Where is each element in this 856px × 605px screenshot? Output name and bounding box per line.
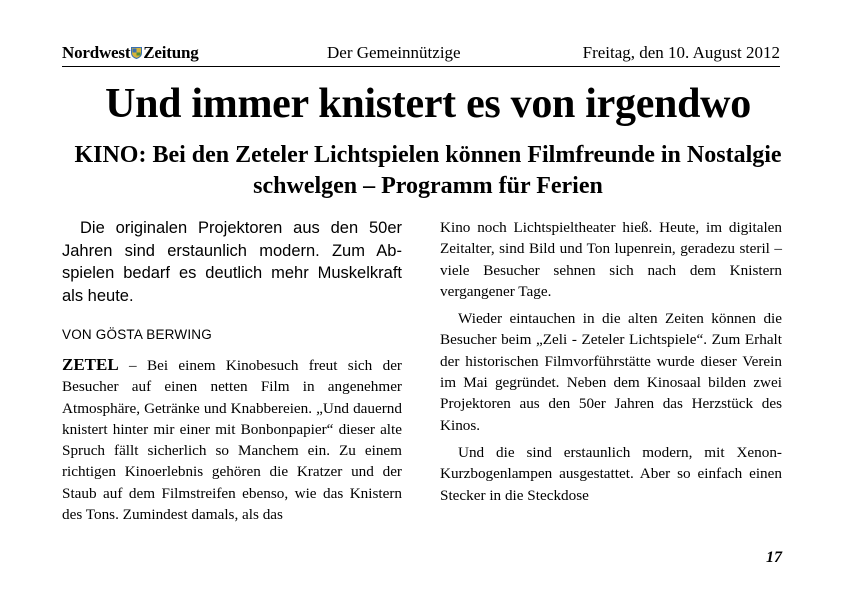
newspaper-brand	[62, 43, 199, 63]
headline: Und immer knistert es von irgendwo	[105, 81, 751, 127]
article-column-2	[440, 217, 782, 512]
page-number: 17	[766, 549, 782, 566]
subheadline: KINO: Bei den Zeteler Lichtspielen können Filmfreunde in Nostalgie schwelgen – Programm für Ferien	[74, 142, 782, 199]
column-2-paragraph-1: Kino noch Lichtspieltheater hieß. Heute, im digitalen Zeitalter, sind Bild und Ton lupenrein, geradezu steril – viele Besucher sehnen sich nach dem Knistern vergangener Tage.	[440, 219, 782, 300]
section-title: Der Gemeinnützige	[327, 43, 461, 62]
issue-date: Freitag, den 10. August 2012	[582, 43, 780, 62]
column-2-paragraph-2: Wieder eintauchen in die alten Zeiten können die Besucher beim „Zeli - Zeteler Lichtspiele“. Zum Erhalt der historischen Filmvorführstätte wurde dieser Verein im Mai gegründet. Neben dem Kinosaal bilden zwei Projektoren aus den 50er Jahren das Herzstück des Kinos.	[440, 310, 782, 434]
brand-left: Nordwest	[62, 43, 131, 62]
article-column-1	[62, 354, 402, 525]
column-2-paragraph-3: Und die sind erstaunlich modern, mit Xenon-Kurzbogenlampen ausgestattet. Aber so einfach einen Stecker in die Steckdose	[440, 443, 782, 504]
teaser-paragraph: Die originalen Projektoren aus den 50er Jahren sind erstaunlich modern. Zum Abspielen bedarf es deutlich mehr Muskelkraft als heute.	[62, 219, 402, 305]
column-1-text: – Bei einem Kinobesuch freut sich der Besucher auf einen netten Film in angenehmer Atmosphäre, Getränke und Knabbereien. „Und dauernd knistert hinter mir einer mit Bonbonpapier“ dieser alte Spruch fällt sicherlich so Manchem ein. Zu einem richtigen Kinoerlebnis gehören die Kratzer und der Staub auf dem Filmstreifen ebenso, wie das Knistern des Tons. Zumindest damals, als das	[62, 357, 402, 524]
brand-right: Zeitung	[143, 43, 199, 62]
byline: VON GÖSTA BERWING	[62, 327, 212, 342]
page-header	[62, 42, 780, 67]
coat-of-arms-icon	[131, 47, 142, 59]
dateline: ZETEL	[62, 355, 119, 374]
